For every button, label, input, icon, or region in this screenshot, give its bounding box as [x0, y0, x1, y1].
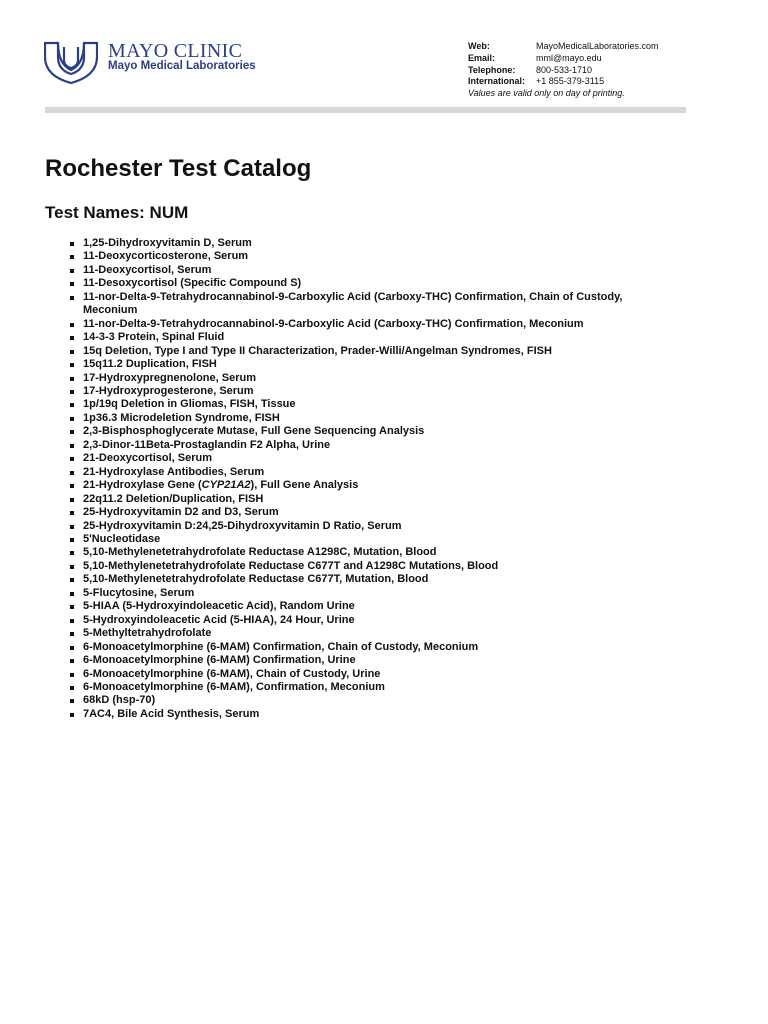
test-list-item	[68, 237, 678, 250]
contact-label: International:	[468, 76, 526, 87]
test-list-item	[68, 520, 678, 533]
contact-telephone-value: 800-533-1710	[536, 64, 593, 75]
test-link[interactable]: 5,10-Methylenetetrahydrofolate Reductase C677T, Mutation, Blood	[83, 573, 429, 586]
test-list-item	[68, 560, 678, 573]
test-link[interactable]: 5-Flucytosine, Serum	[83, 586, 195, 599]
test-link[interactable]: 11-nor-Delta-9-Tetrahydrocannabinol-9-Carboxylic Acid (Carboxy-THC) Confirmation, Chain of Custody, Meconium	[83, 290, 623, 317]
test-link[interactable]: 11-Desoxycortisol (Specific Compound S)	[83, 277, 302, 290]
test-link[interactable]: 6-Monoacetylmorphine (6-MAM), Chain of Custody, Urine	[83, 667, 381, 680]
test-list-item	[68, 372, 678, 385]
section-title: Test Names: NUM	[45, 203, 189, 222]
gene-name: CYP21A2	[201, 479, 251, 492]
page-title: Rochester Test Catalog	[45, 155, 312, 182]
mayo-shields-icon	[44, 40, 98, 84]
test-link[interactable]: 22q11.2 Deletion/Duplication, FISH	[83, 492, 264, 505]
test-list-item	[68, 291, 678, 318]
contact-web	[468, 41, 659, 53]
test-link[interactable]: 5,10-Methylenetetrahydrofolate Reductase A1298C, Mutation, Blood	[83, 546, 437, 559]
test-link[interactable]: 6-Monoacetylmorphine (6-MAM) Confirmation, Chain of Custody, Meconium	[83, 640, 479, 653]
brand-title: MAYO CLINIC	[108, 40, 243, 62]
test-link[interactable]: 1p36.3 Microdeletion Syndrome, FISH	[83, 411, 280, 424]
test-link[interactable]: 5-HIAA (5-Hydroxyindoleacetic Acid), Random Urine	[83, 600, 355, 613]
test-list-item	[68, 318, 678, 331]
test-list-item	[68, 439, 678, 452]
test-list-item	[68, 533, 678, 546]
contact-international	[468, 76, 659, 88]
test-link[interactable]: 14-3-3 Protein, Spinal Fluid	[83, 331, 225, 344]
test-list-item	[68, 345, 678, 358]
test-list-item	[68, 385, 678, 398]
test-list-item	[68, 694, 678, 707]
test-link[interactable]: 11-Deoxycorticosterone, Serum	[83, 250, 249, 263]
test-link[interactable]: 6-Monoacetylmorphine (6-MAM) Confirmation, Urine	[83, 654, 356, 667]
test-link[interactable]: 25-Hydroxyvitamin D:24,25-Dihydroxyvitamin D Ratio, Serum	[83, 519, 402, 532]
test-link[interactable]: 17-Hydroxypregnenolone, Serum	[83, 371, 256, 384]
test-list-item	[68, 506, 678, 519]
test-list-item	[68, 479, 678, 492]
contact-web-value[interactable]: MayoMedicalLaboratories.com	[536, 41, 659, 51]
test-link[interactable]: 5'Nucleotidase	[83, 532, 161, 545]
test-link[interactable]: 11-nor-Delta-9-Tetrahydrocannabinol-9-Carboxylic Acid (Carboxy-THC) Confirmation, Meconium	[83, 317, 584, 330]
test-list-item	[68, 358, 678, 371]
contact-label: Telephone:	[468, 64, 516, 75]
test-link[interactable]: 17-Hydroxyprogesterone, Serum	[83, 384, 254, 397]
test-list-item	[68, 614, 678, 627]
brand-subtitle: Mayo Medical Laboratories	[108, 60, 256, 72]
mayo-clinic-logo	[44, 40, 284, 84]
test-list-item	[68, 600, 678, 613]
test-list-item	[68, 587, 678, 600]
test-list-item	[68, 708, 678, 721]
contact-label: Email:	[468, 52, 496, 63]
test-link[interactable]: 5,10-Methylenetetrahydrofolate Reductase C677T and A1298C Mutations, Blood	[83, 559, 499, 572]
test-list-item	[68, 398, 678, 411]
contact-telephone	[468, 65, 659, 77]
test-list-item	[68, 466, 678, 479]
test-list-item	[68, 412, 678, 425]
test-name-list	[68, 237, 678, 721]
validity-note: Values are valid only on day of printing.	[468, 88, 625, 99]
test-link[interactable]: 11-Deoxycortisol, Serum	[83, 263, 212, 276]
test-link[interactable]: 1,25-Dihydroxyvitamin D, Serum	[83, 237, 252, 249]
test-link[interactable]: 25-Hydroxyvitamin D2 and D3, Serum	[83, 506, 279, 519]
test-list-item	[68, 452, 678, 465]
test-link[interactable]: 68kD (hsp-70)	[83, 694, 156, 707]
test-link[interactable]: 6-Monoacetylmorphine (6-MAM), Confirmation, Meconium	[83, 680, 385, 693]
test-list-item	[68, 681, 678, 694]
contact-international-value: +1 855-379-3115	[536, 76, 605, 87]
header-divider	[45, 107, 686, 113]
test-link[interactable]: 7AC4, Bile Acid Synthesis, Serum	[83, 707, 260, 720]
contact-label: Web:	[468, 41, 490, 51]
test-list-item	[68, 493, 678, 506]
test-link[interactable]: 2,3-Bisphosphoglycerate Mutase, Full Gene Sequencing Analysis	[83, 425, 425, 438]
contact-email-value[interactable]: mml@mayo.edu	[536, 52, 602, 63]
test-list-item	[68, 546, 678, 559]
test-list-item	[68, 641, 678, 654]
test-link[interactable]: 5-Hydroxyindoleacetic Acid (5-HIAA), 24 Hour, Urine	[83, 613, 355, 626]
test-list-item	[68, 573, 678, 586]
test-link[interactable]: 21-Hydroxylase Antibodies, Serum	[83, 465, 265, 478]
test-link[interactable]: 15q11.2 Duplication, FISH	[83, 358, 217, 371]
test-link[interactable]: 1p/19q Deletion in Gliomas, FISH, Tissue	[83, 398, 296, 411]
test-list-item	[68, 654, 678, 667]
test-link[interactable]: 5-Methyltetrahydrofolate	[83, 627, 212, 640]
test-link[interactable]: 15q Deletion, Type I and Type II Characterization, Prader-Willi/Angelman Syndromes, FISH	[83, 344, 552, 357]
test-list-item	[68, 425, 678, 438]
test-list-item	[68, 331, 678, 344]
test-list-item	[68, 264, 678, 277]
test-link[interactable]: 2,3-Dinor-11Beta-Prostaglandin F2 Alpha, Urine	[83, 438, 331, 451]
test-link[interactable]: 21-Deoxycortisol, Serum	[83, 452, 212, 465]
contact-email	[468, 53, 659, 65]
test-list-item	[68, 627, 678, 640]
test-list-item	[68, 277, 678, 290]
test-link[interactable]: 21-Hydroxylase Gene (CYP21A2), Full Gene Analysis	[83, 479, 359, 492]
test-list-item	[68, 250, 678, 263]
test-list-item	[68, 668, 678, 681]
contact-info	[468, 41, 659, 100]
